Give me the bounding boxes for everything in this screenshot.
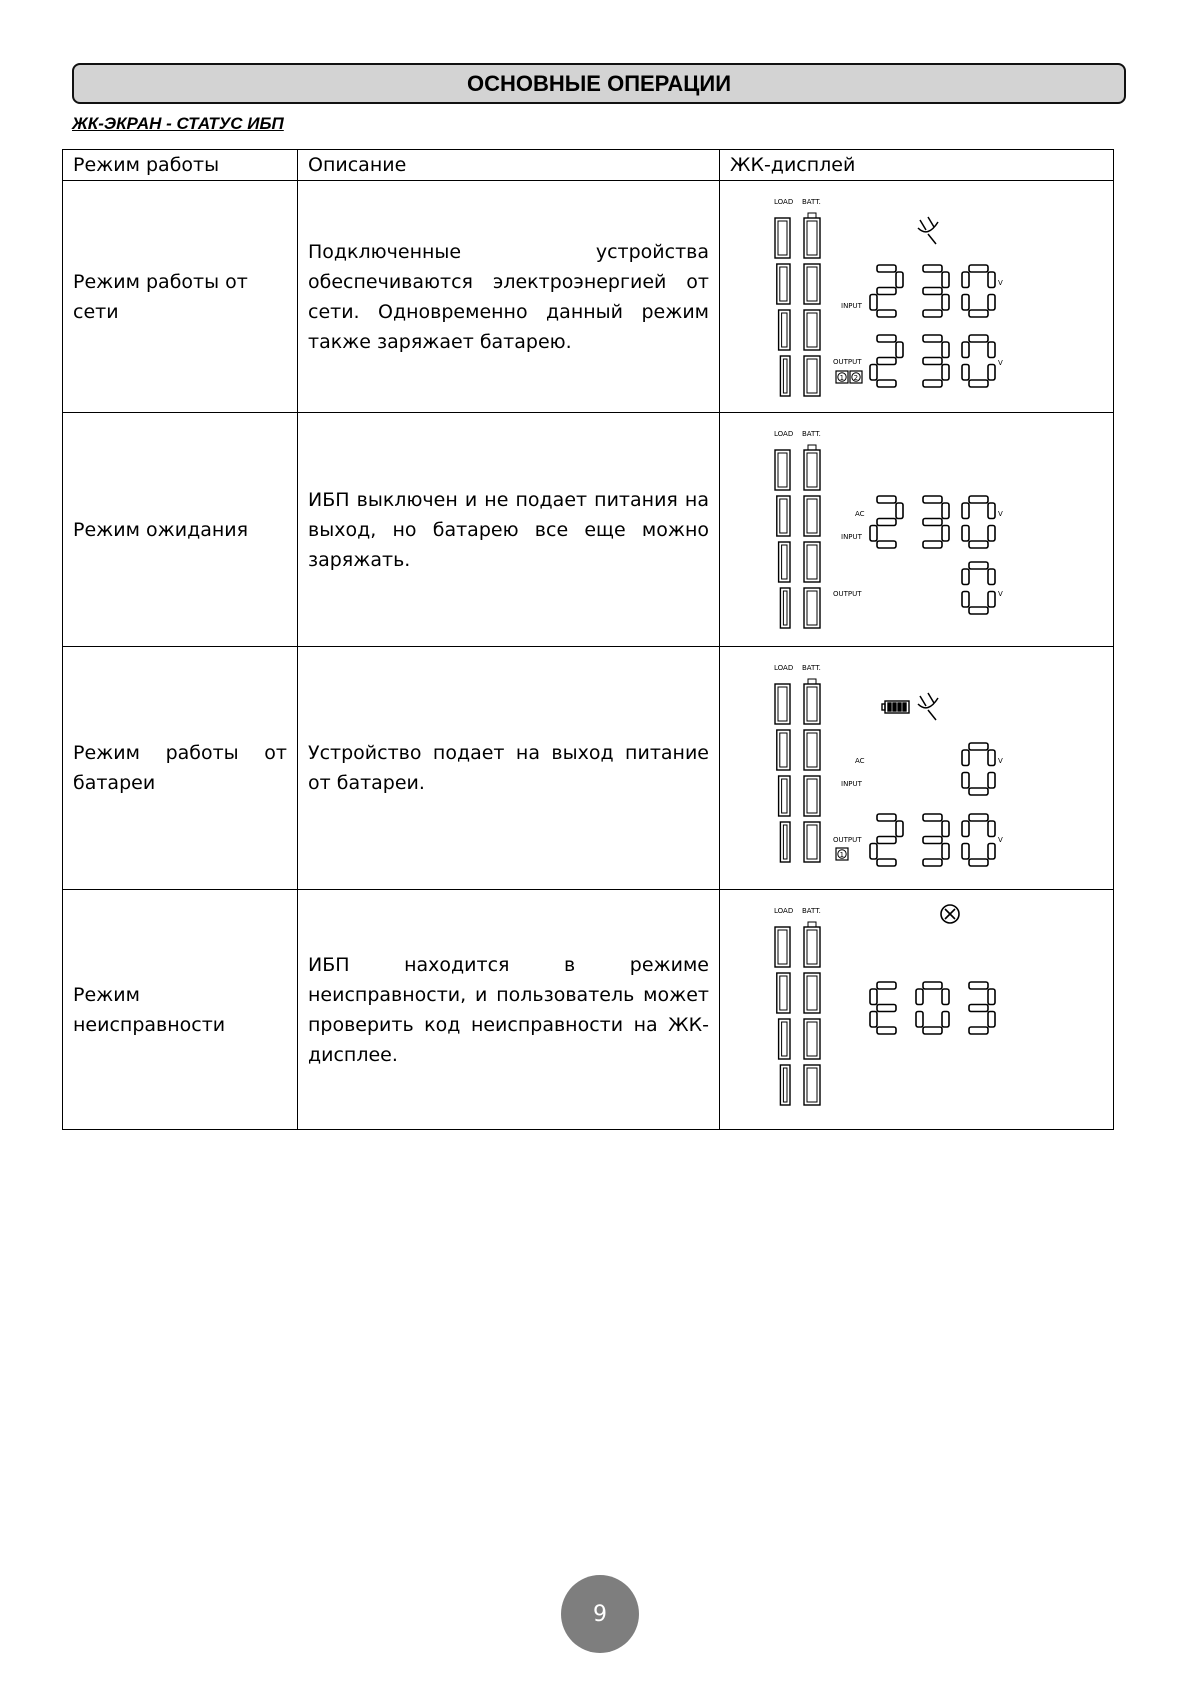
column-header-lcd: ЖК-дисплей [720, 150, 1114, 181]
mode-cell: Режим неисправности [63, 890, 298, 1130]
lcd-number [962, 743, 995, 795]
lcd-batt-label: BATT. [802, 429, 821, 438]
lcd-digit [870, 265, 903, 317]
lcd-digit [923, 496, 949, 548]
mode-cell: Режим работы от сети [63, 181, 298, 413]
lcd-cell [720, 181, 1114, 413]
lcd-cell [720, 890, 1114, 1130]
plug-icon [918, 693, 938, 720]
lcd-load-label: LOAD [774, 429, 794, 438]
load-level-bar [775, 684, 790, 862]
mode-cell: Режим работы от батареи [63, 647, 298, 890]
battery-level-bar [804, 679, 820, 862]
load-level-bar [775, 450, 790, 628]
lcd-cell [720, 413, 1114, 647]
lcd-ac-label: AC [855, 756, 865, 765]
lcd-batt-label: BATT. [802, 197, 821, 206]
lcd-digit [969, 982, 995, 1034]
lcd-digit [923, 335, 949, 387]
outlet-indicator [836, 848, 848, 860]
description-cell: Подключенные устройства обеспечиваются электроэнергией от сети. Одновременно данный режим также заряжает батарею. [298, 181, 720, 413]
lcd-display [720, 891, 1113, 1129]
outlet-indicator [836, 371, 848, 383]
battery-level-bar [804, 922, 820, 1105]
description-cell: Устройство подает на выход питание от батареи. [298, 647, 720, 890]
lcd-unit: V [998, 589, 1003, 598]
lcd-output-label: OUTPUT [833, 835, 862, 844]
lcd-digit [962, 265, 995, 317]
lcd-digit [870, 814, 903, 866]
lcd-digit [923, 814, 949, 866]
lcd-unit: V [998, 509, 1003, 518]
lcd-number [870, 335, 995, 387]
mode-cell: Режим ожидания [63, 413, 298, 647]
lcd-number [870, 496, 995, 548]
description-cell: ИБП выключен и не подает питания на выход, но батарею все еще можно заряжать. [298, 413, 720, 647]
outlet-indicator [850, 371, 862, 383]
lcd-digit [962, 743, 995, 795]
lcd-digit [870, 982, 896, 1034]
description-cell: ИБП находится в режиме неисправности, и пользователь может проверить код неисправности на ЖК-дисплее. [298, 890, 720, 1130]
outlet-number: 1 [839, 373, 845, 382]
fault-icon [941, 905, 959, 923]
section-title-banner [72, 63, 1126, 104]
lcd-number [962, 562, 995, 614]
table-row [63, 181, 1114, 413]
lcd-display [720, 648, 1113, 889]
lcd-display [720, 182, 1113, 412]
lcd-digit [923, 265, 949, 317]
page-number-badge [561, 1575, 639, 1653]
lcd-unit: V [998, 358, 1003, 367]
outlet-number: 1 [839, 850, 845, 859]
lcd-number [870, 265, 995, 317]
lcd-digit [870, 496, 903, 548]
lcd-load-label: LOAD [774, 663, 794, 672]
lcd-digit [962, 562, 995, 614]
lcd-unit: V [998, 756, 1003, 765]
lcd-digit [962, 335, 995, 387]
ups-status-table [62, 149, 1114, 1130]
section-subtitle: ЖК-ЭКРАН - СТАТУС ИБП [72, 114, 284, 133]
lcd-digit [916, 982, 949, 1034]
battery-level-bar [804, 213, 820, 396]
lcd-display [720, 414, 1113, 646]
lcd-load-label: LOAD [774, 197, 794, 206]
outlet-number: 2 [853, 373, 859, 382]
lcd-input-label: INPUT [841, 532, 862, 541]
load-level-bar [775, 927, 790, 1105]
lcd-batt-label: BATT. [802, 906, 821, 915]
battery-level-bar [804, 445, 820, 628]
column-header-description: Описание [298, 150, 720, 181]
load-level-bar [775, 218, 790, 396]
lcd-load-label: LOAD [774, 906, 794, 915]
table-row [63, 647, 1114, 890]
table-row [63, 890, 1114, 1130]
battery-icon [882, 701, 909, 713]
lcd-ac-label: AC [855, 509, 865, 518]
lcd-digit [870, 335, 903, 387]
lcd-digit [962, 814, 995, 866]
lcd-number [870, 814, 995, 866]
column-header-mode: Режим работы [63, 150, 298, 181]
section-title: ОСНОВНЫЕ ОПЕРАЦИИ [466, 70, 732, 96]
lcd-output-label: OUTPUT [833, 589, 862, 598]
lcd-input-label: INPUT [841, 301, 862, 310]
page-number: 9 [593, 1601, 607, 1627]
lcd-unit: V [998, 835, 1003, 844]
table-header-row [63, 150, 1114, 181]
lcd-digit [962, 496, 995, 548]
lcd-unit: V [998, 278, 1003, 287]
lcd-input-label: INPUT [841, 779, 862, 788]
lcd-number [870, 982, 995, 1034]
lcd-batt-label: BATT. [802, 663, 821, 672]
lcd-cell [720, 647, 1114, 890]
lcd-output-label: OUTPUT [833, 357, 862, 366]
table-row [63, 413, 1114, 647]
plug-icon [918, 217, 938, 244]
